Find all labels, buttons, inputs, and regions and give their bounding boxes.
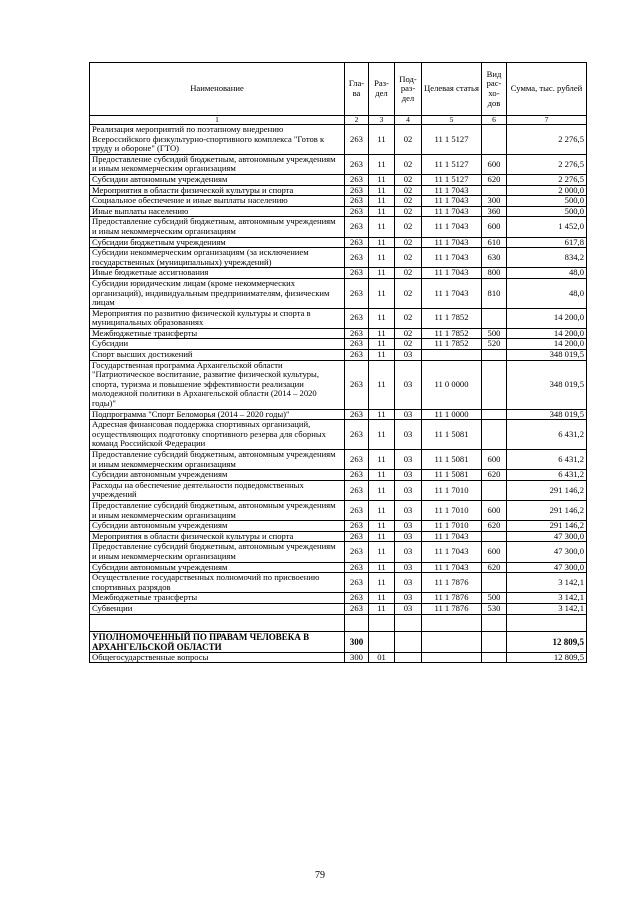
row-razdel: 11	[369, 206, 395, 217]
row-statya: 11 1 7043	[422, 531, 482, 542]
row-summa: 2 276,5	[507, 125, 587, 155]
row-name: Субсидии автономным учреждениям	[90, 174, 345, 185]
row-vid: 600	[482, 217, 507, 237]
row-vid: 610	[482, 237, 507, 248]
row-razdel: 11	[369, 268, 395, 279]
row-vid: 500	[482, 593, 507, 604]
row-podrazdel: 02	[395, 248, 422, 268]
row-podrazdel: 03	[395, 573, 422, 593]
row-podrazdel: 02	[395, 268, 422, 279]
row-podrazdel: 02	[395, 125, 422, 155]
table-row	[90, 339, 587, 350]
header-name: Наименование	[90, 63, 345, 116]
general-issues-row	[90, 652, 587, 663]
header-razdel: Раз-дел	[369, 63, 395, 116]
row-glava: 300	[345, 631, 369, 652]
row-statya: 11 1 5081	[422, 420, 482, 450]
row-statya: 11 1 7876	[422, 573, 482, 593]
row-statya: 11 1 7852	[422, 328, 482, 339]
row-glava: 263	[345, 278, 369, 308]
row-podrazdel: 03	[395, 562, 422, 573]
row-vid	[482, 420, 507, 450]
row-glava: 263	[345, 339, 369, 350]
row-vid: 620	[482, 174, 507, 185]
row-podrazdel: 02	[395, 174, 422, 185]
row-name: Социальное обеспечение и иные выплаты населению	[90, 196, 345, 207]
row-vid: 520	[482, 339, 507, 350]
table-row	[90, 603, 587, 614]
row-glava: 263	[345, 217, 369, 237]
index-cell: 4	[395, 116, 422, 125]
row-summa: 500,0	[507, 196, 587, 207]
table-row	[90, 268, 587, 279]
row-glava: 263	[345, 420, 369, 450]
row-vid: 630	[482, 248, 507, 268]
row-vid: 600	[482, 500, 507, 520]
row-razdel: 11	[369, 480, 395, 500]
row-glava: 263	[345, 562, 369, 573]
row-razdel: 11	[369, 531, 395, 542]
row-summa: 14 200,0	[507, 308, 587, 328]
row-statya: 11 1 7876	[422, 603, 482, 614]
table-row	[90, 573, 587, 593]
table-row	[90, 360, 587, 409]
row-statya: 11 1 7043	[422, 562, 482, 573]
row-summa: 3 142,1	[507, 603, 587, 614]
row-glava: 263	[345, 174, 369, 185]
row-vid: 360	[482, 206, 507, 217]
row-razdel: 11	[369, 328, 395, 339]
row-razdel: 11	[369, 237, 395, 248]
row-razdel: 11	[369, 308, 395, 328]
row-glava: 263	[345, 125, 369, 155]
header-summa: Сумма, тыс. рублей	[507, 63, 587, 116]
row-name: Подпрограмма "Спорт Беломорья (2014 – 2020 годы)"	[90, 409, 345, 420]
row-podrazdel: 02	[395, 339, 422, 350]
row-name: Государственная программа Архангельской области "Патриотическое воспитание, развитие физической культуры, спорта, туризма и повышение эффективности реализации молодежной политики в Архангельской области (2014 – 2020 годы)"	[90, 360, 345, 409]
row-name: Мероприятия по развитию физической культуры и спорта в муниципальных образованиях	[90, 308, 345, 328]
row-summa: 1 452,0	[507, 217, 587, 237]
row-name: Предоставление субсидий бюджетным, автономным учреждениям и иным некоммерческим организациям	[90, 542, 345, 562]
row-vid: 620	[482, 562, 507, 573]
row-glava: 263	[345, 450, 369, 470]
ombudsman-row	[90, 631, 587, 652]
row-podrazdel: 03	[395, 500, 422, 520]
row-vid: 530	[482, 603, 507, 614]
row-razdel: 11	[369, 500, 395, 520]
row-name: Предоставление субсидий бюджетным, автономным учреждениям и иным некоммерческим организациям	[90, 154, 345, 174]
row-name: Расходы на обеспечение деятельности подведомственных учреждений	[90, 480, 345, 500]
row-summa: 291 146,2	[507, 521, 587, 532]
row-summa: 3 142,1	[507, 573, 587, 593]
row-vid: 600	[482, 450, 507, 470]
row-razdel: 11	[369, 339, 395, 350]
row-summa: 834,2	[507, 248, 587, 268]
row-razdel: 11	[369, 350, 395, 361]
row-vid	[482, 480, 507, 500]
row-name: Предоставление субсидий бюджетным, автономным учреждениям и иным некоммерческим организациям	[90, 450, 345, 470]
row-name: Предоставление субсидий бюджетным, автономным учреждениям и иным некоммерческим организациям	[90, 500, 345, 520]
row-podrazdel: 03	[395, 470, 422, 481]
row-razdel: 11	[369, 603, 395, 614]
table-row	[90, 450, 587, 470]
row-statya	[422, 350, 482, 361]
row-name: Спорт высших достижений	[90, 350, 345, 361]
row-summa: 6 431,2	[507, 470, 587, 481]
table-row	[90, 470, 587, 481]
row-name: Субсидии некоммерческим организациям (за исключением государственных (муниципальных) учреждений)	[90, 248, 345, 268]
row-name: Межбюджетные трансферты	[90, 328, 345, 339]
header-vid: Вид рас-хо-дов	[482, 63, 507, 116]
row-razdel: 11	[369, 450, 395, 470]
row-vid	[482, 409, 507, 420]
row-summa: 2 000,0	[507, 185, 587, 196]
row-podrazdel: 02	[395, 328, 422, 339]
row-podrazdel: 02	[395, 185, 422, 196]
row-razdel: 11	[369, 154, 395, 174]
table-row	[90, 185, 587, 196]
row-podrazdel: 02	[395, 278, 422, 308]
row-glava: 263	[345, 480, 369, 500]
row-name: Субсидии автономным учреждениям	[90, 521, 345, 532]
row-razdel: 11	[369, 521, 395, 532]
row-statya: 11 1 7010	[422, 480, 482, 500]
row-summa: 47 300,0	[507, 531, 587, 542]
row-statya: 11 1 7043	[422, 196, 482, 207]
row-podrazdel: 03	[395, 450, 422, 470]
table-row	[90, 174, 587, 185]
row-statya: 11 1 5081	[422, 470, 482, 481]
row-glava: 263	[345, 248, 369, 268]
row-summa: 3 142,1	[507, 593, 587, 604]
table-row	[90, 500, 587, 520]
row-vid: 620	[482, 470, 507, 481]
row-summa: 348 019,5	[507, 409, 587, 420]
row-summa: 6 431,2	[507, 450, 587, 470]
row-statya: 11 1 5127	[422, 125, 482, 155]
row-glava: 263	[345, 573, 369, 593]
row-name: Мероприятия в области физической культуры и спорта	[90, 531, 345, 542]
table-row	[90, 542, 587, 562]
row-podrazdel: 03	[395, 521, 422, 532]
row-vid: 600	[482, 154, 507, 174]
row-vid: 810	[482, 278, 507, 308]
row-vid: 300	[482, 196, 507, 207]
row-glava: 263	[345, 237, 369, 248]
row-statya: 11 1 7043	[422, 268, 482, 279]
index-cell: 3	[369, 116, 395, 125]
row-razdel: 01	[369, 652, 395, 663]
row-podrazdel: 03	[395, 531, 422, 542]
row-statya: 11 1 5081	[422, 450, 482, 470]
row-podrazdel: 03	[395, 360, 422, 409]
row-glava: 263	[345, 268, 369, 279]
row-summa: 12 809,5	[507, 652, 587, 663]
header-podrazdel: Под-раз-дел	[395, 63, 422, 116]
row-glava: 263	[345, 470, 369, 481]
row-statya: 11 1 7010	[422, 500, 482, 520]
row-razdel: 11	[369, 174, 395, 185]
row-razdel: 11	[369, 542, 395, 562]
row-name: Осуществление государственных полномочий по присвоению спортивных разрядов	[90, 573, 345, 593]
table-row	[90, 350, 587, 361]
row-statya: 11 1 7876	[422, 593, 482, 604]
row-podrazdel: 03	[395, 420, 422, 450]
row-podrazdel: 02	[395, 196, 422, 207]
row-glava: 263	[345, 500, 369, 520]
header-statya: Целевая статья	[422, 63, 482, 116]
row-summa: 291 146,2	[507, 480, 587, 500]
row-name: Субвенции	[90, 603, 345, 614]
table-row	[90, 196, 587, 207]
row-name: Общегосударственные вопросы	[90, 652, 345, 663]
row-statya: 11 0 0000	[422, 360, 482, 409]
row-vid	[482, 350, 507, 361]
row-razdel: 11	[369, 409, 395, 420]
row-summa: 348 019,5	[507, 360, 587, 409]
row-glava: 263	[345, 542, 369, 562]
row-name: Мероприятия в области физической культуры и спорта	[90, 185, 345, 196]
row-statya: 11 1 7010	[422, 521, 482, 532]
table-row	[90, 308, 587, 328]
row-vid	[482, 531, 507, 542]
row-vid: 600	[482, 542, 507, 562]
row-summa: 6 431,2	[507, 420, 587, 450]
row-glava: 263	[345, 521, 369, 532]
row-summa: 500,0	[507, 206, 587, 217]
row-summa: 291 146,2	[507, 500, 587, 520]
row-vid	[482, 185, 507, 196]
row-podrazdel: 03	[395, 409, 422, 420]
row-name: Иные бюджетные ассигнования	[90, 268, 345, 279]
row-name: Адресная финансовая поддержка спортивных организаций, осуществляющих подготовку спортивного резерва для сборных команд Российской Федерации	[90, 420, 345, 450]
row-name: УПОЛНОМОЧЕННЫЙ ПО ПРАВАМ ЧЕЛОВЕКА В АРХАНГЕЛЬСКОЙ ОБЛАСТИ	[90, 631, 345, 652]
row-statya: 11 1 0000	[422, 409, 482, 420]
table-row	[90, 278, 587, 308]
spacer-row	[90, 614, 587, 631]
row-podrazdel: 02	[395, 206, 422, 217]
row-razdel: 11	[369, 562, 395, 573]
row-podrazdel: 03	[395, 593, 422, 604]
row-razdel: 11	[369, 360, 395, 409]
row-statya: 11 1 7043	[422, 278, 482, 308]
table-row	[90, 154, 587, 174]
row-name: Межбюджетные трансферты	[90, 593, 345, 604]
index-cell: 2	[345, 116, 369, 125]
row-summa: 48,0	[507, 268, 587, 279]
row-podrazdel: 03	[395, 350, 422, 361]
row-statya: 11 1 7852	[422, 308, 482, 328]
table-row	[90, 328, 587, 339]
table-row	[90, 409, 587, 420]
row-name: Субсидии юридическим лицам (кроме некоммерческих организаций), индивидуальным предпринимателям, физическим лицам	[90, 278, 345, 308]
row-razdel: 11	[369, 593, 395, 604]
row-summa: 14 200,0	[507, 339, 587, 350]
row-name: Субсидии автономным учреждениям	[90, 562, 345, 573]
row-glava: 263	[345, 308, 369, 328]
table-row	[90, 217, 587, 237]
row-glava: 263	[345, 196, 369, 207]
row-vid	[482, 125, 507, 155]
table-row	[90, 420, 587, 450]
row-glava: 263	[345, 154, 369, 174]
row-statya: 11 1 7043	[422, 185, 482, 196]
table-row	[90, 125, 587, 155]
row-vid	[482, 360, 507, 409]
table-row	[90, 480, 587, 500]
row-glava: 263	[345, 603, 369, 614]
row-podrazdel: 02	[395, 154, 422, 174]
row-razdel: 11	[369, 217, 395, 237]
header-glava: Гла-ва	[345, 63, 369, 116]
index-cell: 6	[482, 116, 507, 125]
row-razdel: 11	[369, 248, 395, 268]
row-name: Иные выплаты населению	[90, 206, 345, 217]
row-glava: 263	[345, 531, 369, 542]
row-statya: 11 1 7852	[422, 339, 482, 350]
row-name: Предоставление субсидий бюджетным, автономным учреждениям и иным некоммерческим организациям	[90, 217, 345, 237]
index-cell: 5	[422, 116, 482, 125]
row-razdel: 11	[369, 278, 395, 308]
row-glava: 263	[345, 185, 369, 196]
row-razdel: 11	[369, 196, 395, 207]
row-podrazdel: 02	[395, 237, 422, 248]
row-podrazdel: 03	[395, 480, 422, 500]
row-vid	[482, 573, 507, 593]
row-summa: 348 019,5	[507, 350, 587, 361]
row-razdel: 11	[369, 470, 395, 481]
row-statya: 11 1 7043	[422, 206, 482, 217]
table-row	[90, 248, 587, 268]
row-statya: 11 1 5127	[422, 154, 482, 174]
header-row	[90, 63, 587, 116]
row-razdel: 11	[369, 125, 395, 155]
table-row	[90, 206, 587, 217]
row-glava: 300	[345, 652, 369, 663]
row-name: Субсидии	[90, 339, 345, 350]
row-summa: 12 809,5	[507, 631, 587, 652]
row-statya: 11 1 7043	[422, 542, 482, 562]
row-statya: 11 1 7043	[422, 217, 482, 237]
row-name: Субсидии автономным учреждениям	[90, 470, 345, 481]
table-row	[90, 593, 587, 604]
index-cell: 7	[507, 116, 587, 125]
row-podrazdel: 03	[395, 542, 422, 562]
row-name: Субсидии бюджетным учреждениям	[90, 237, 345, 248]
row-summa: 617,8	[507, 237, 587, 248]
row-vid	[482, 308, 507, 328]
index-row	[90, 116, 587, 125]
table-row	[90, 531, 587, 542]
row-glava: 263	[345, 328, 369, 339]
row-razdel: 11	[369, 573, 395, 593]
row-glava: 263	[345, 360, 369, 409]
table-row	[90, 562, 587, 573]
budget-table	[89, 62, 587, 663]
row-glava: 263	[345, 409, 369, 420]
row-summa: 2 276,5	[507, 174, 587, 185]
row-vid: 800	[482, 268, 507, 279]
page-number: 79	[315, 870, 325, 881]
row-podrazdel: 03	[395, 603, 422, 614]
row-vid: 500	[482, 328, 507, 339]
row-summa: 47 300,0	[507, 562, 587, 573]
row-name: Реализация мероприятий по поэтапному внедрению Всероссийского физкультурно-спортивного комплекса "Готов к труду и обороне" (ГТО)	[90, 125, 345, 155]
row-podrazdel: 02	[395, 217, 422, 237]
row-podrazdel: 02	[395, 308, 422, 328]
row-razdel: 11	[369, 420, 395, 450]
row-glava: 263	[345, 206, 369, 217]
row-statya: 11 1 7043	[422, 237, 482, 248]
row-summa: 48,0	[507, 278, 587, 308]
row-summa: 14 200,0	[507, 328, 587, 339]
row-glava: 263	[345, 350, 369, 361]
row-summa: 2 276,5	[507, 154, 587, 174]
table-row	[90, 521, 587, 532]
row-glava: 263	[345, 593, 369, 604]
row-razdel: 11	[369, 185, 395, 196]
table-row	[90, 237, 587, 248]
row-statya: 11 1 7043	[422, 248, 482, 268]
index-cell: 1	[90, 116, 345, 125]
row-statya: 11 1 5127	[422, 174, 482, 185]
row-vid: 620	[482, 521, 507, 532]
row-summa: 47 300,0	[507, 542, 587, 562]
